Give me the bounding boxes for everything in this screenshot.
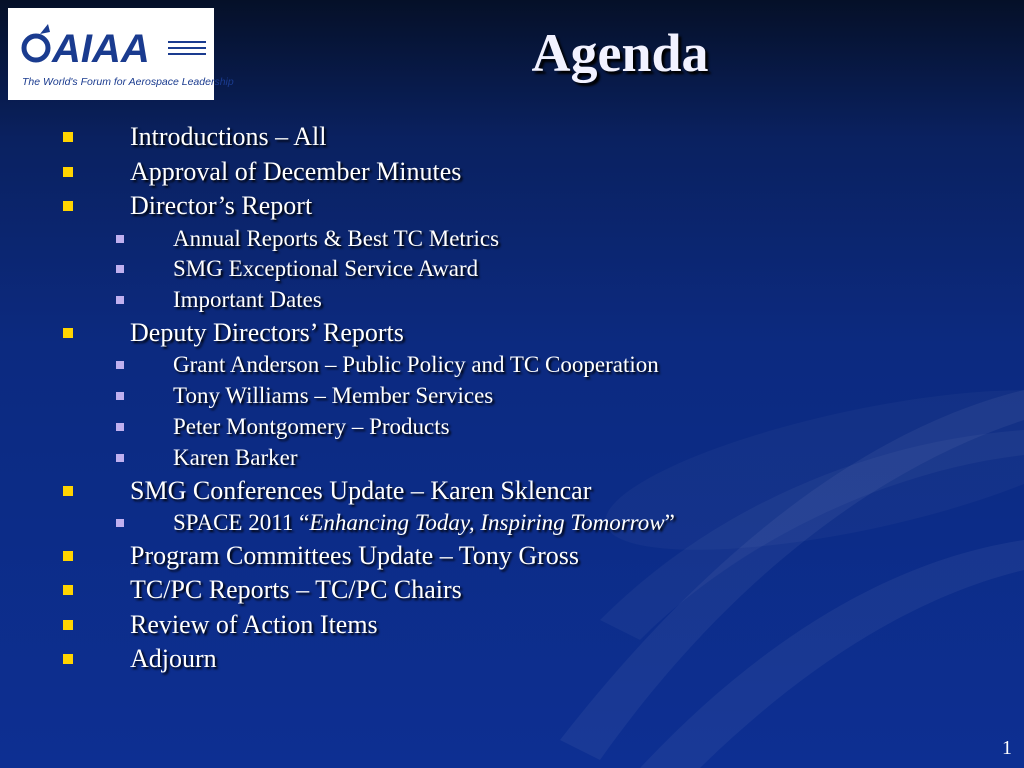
aiaa-logo-mark (18, 18, 208, 74)
agenda-item (63, 316, 404, 350)
page-number: 1 (1002, 737, 1012, 759)
square-bullet-icon (116, 296, 124, 304)
square-bullet-icon (63, 585, 73, 595)
square-bullet-icon (116, 361, 124, 369)
square-bullet-icon (63, 132, 73, 142)
agenda-subitem (116, 224, 500, 254)
agenda-item-text: Director’s Report (130, 191, 313, 220)
square-bullet-icon (63, 620, 73, 630)
agenda-item-text: Tony Williams – Member Services (173, 383, 494, 409)
square-bullet-icon (63, 328, 73, 338)
square-bullet-icon (116, 454, 124, 462)
agenda-subitem (116, 350, 659, 380)
agenda-subitem (116, 254, 479, 284)
agenda-item-text: Program Committees Update – Tony Gross (130, 540, 580, 570)
agenda-item-text: Introductions – All (130, 122, 327, 151)
logo-wordmark: AIAA (52, 27, 150, 71)
square-bullet-icon (116, 265, 124, 273)
slide-title: Agenda (531, 23, 709, 83)
square-bullet-icon (63, 201, 73, 211)
agenda-item-text: Adjourn (130, 644, 217, 674)
logo-tagline: The World's Forum for Aerospace Leadership (22, 76, 234, 88)
agenda-item-text: Deputy Directors’ Reports (130, 317, 404, 347)
agenda-subitem (116, 285, 322, 315)
square-bullet-icon (63, 486, 73, 496)
agenda-item (63, 573, 462, 607)
agenda-item (63, 120, 327, 154)
agenda-item-text: TC/PC Reports – TC/PC Chairs (130, 575, 462, 605)
agenda-item-text: Important Dates (173, 287, 322, 313)
agenda-item-text: Review of Action Items (130, 609, 378, 639)
agenda-item (63, 608, 378, 642)
square-bullet-icon (116, 519, 124, 527)
square-bullet-icon (63, 551, 73, 561)
square-bullet-icon (63, 167, 73, 177)
agenda-item-text: SMG Exceptional Service Award (173, 256, 479, 282)
agenda-subitem (116, 508, 675, 538)
agenda-subitem (116, 381, 494, 411)
square-bullet-icon (63, 654, 73, 664)
agenda-item (63, 189, 313, 223)
agenda-item-text: Annual Reports & Best TC Metrics (173, 225, 500, 251)
square-bullet-icon (116, 235, 124, 243)
agenda-item-text: Approval of December Minutes (130, 156, 462, 186)
agenda-item-text: Peter Montgomery – Products (173, 414, 450, 439)
agenda-subitem (116, 443, 298, 473)
square-bullet-icon (116, 392, 124, 400)
agenda-subitem (116, 412, 450, 442)
agenda-item-text: Grant Anderson – Public Policy and TC Cooperation (173, 352, 659, 378)
agenda-item-text: SMG Conferences Update – Karen Sklencar (130, 475, 592, 505)
agenda-item (63, 155, 462, 189)
agenda-item (63, 642, 217, 676)
agenda-item-text: SPACE 2011 “Enhancing Today, Inspiring Tomorrow” (173, 510, 675, 536)
agenda-item (63, 539, 580, 573)
agenda-item (63, 474, 592, 508)
agenda-item-text: Karen Barker (173, 444, 298, 470)
square-bullet-icon (116, 423, 124, 431)
aiaa-logo (8, 8, 234, 100)
